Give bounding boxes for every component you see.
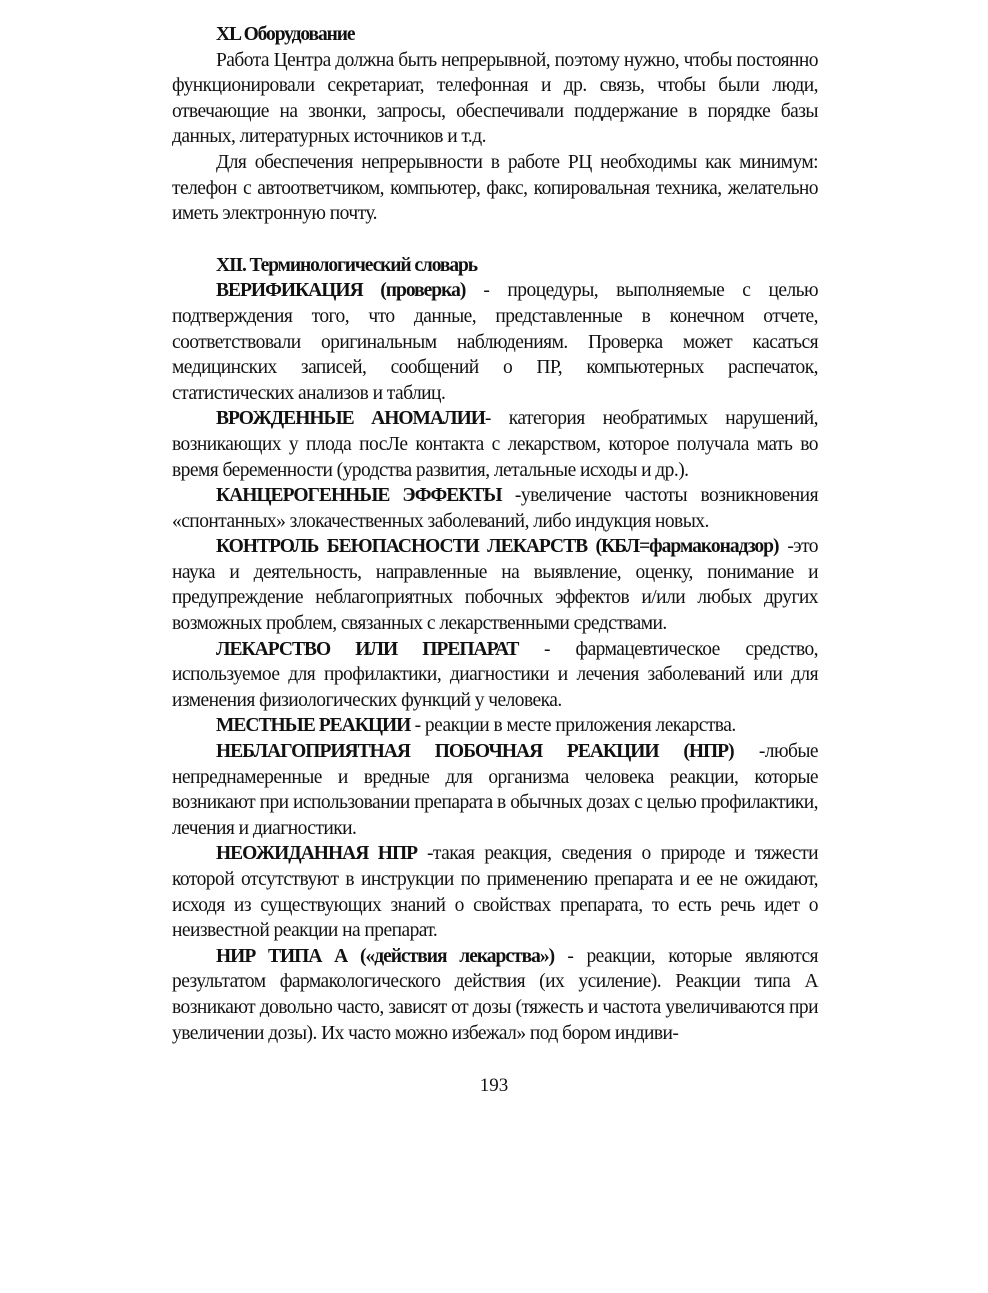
glossary-entry-unexpected-adr xyxy=(172,841,818,943)
glossary-term: НИР ТИПА А («действия лекарства») xyxy=(216,945,555,967)
glossary-term: НЕБЛАГОПРИЯТНАЯ ПОБОЧНАЯ РЕАКЦИИ (НПР) xyxy=(216,741,734,763)
glossary-definition: - категория необратимых нарушений, возникающих у плода посЛе контакта с лекарством, которое получала мать во время беременности (уродства развития, летальные исходы и др.). xyxy=(172,408,818,481)
glossary-definition: -увеличение частоты возникновения «спонтанных» злокачественных заболеваний, либо индукция новых. xyxy=(172,485,818,532)
glossary-entry-congenital-anomalies xyxy=(172,406,818,483)
glossary-term: КАНЦЕРОГЕННЫЕ ЭФФЕКТЫ xyxy=(216,485,502,507)
paragraph-equipment-2: Для обеспечения непрерывности в работе РЦ необходимы как минимум: телефон с автоответчиком, компьютер, факс, копировальная техника, желательно иметь электронную почту. xyxy=(172,151,818,225)
section-heading-equipment: XL Оборудование xyxy=(216,24,355,45)
glossary-definition: -такая реакция, сведения о природе и тяжести которой отсутствуют в инструкции по применению препарата и ее не ожидают, исходя из существующих знаний о свойствах препарата, то есть речь идет о неизвестной реакции на препарат. xyxy=(172,843,818,942)
glossary-term: КОНТРОЛЬ БЕЮПАСНОСТИ ЛЕКАРСТВ (КБЛ=фармаконадзор) xyxy=(216,536,779,558)
glossary-entry-drug-safety-control xyxy=(172,534,818,636)
document-page xyxy=(172,22,818,1046)
paragraph-equipment-1: Работа Центра должна быть непрерывной, поэтому нужно, чтобы постоянно функционировали секретариат, телефонная и др. связь, чтобы были люди, отвечающие на звонки, запросы, обеспечивали поддержание в порядке базы данных, литературных источников и т.д. xyxy=(172,49,818,148)
glossary-term: ЛЕКАРСТВО ИЛИ ПРЕПАРАТ xyxy=(216,638,519,660)
glossary-definition: - процедуры, выполняемые с целью подтверждения того, что данные, представленные в конечном отчете, соответствовали оригинальным наблюдениям. Проверка может касаться медицинских записей, сообщений о ПР, компьютерных распечаток, статистических анализов и таблиц. xyxy=(172,280,819,404)
glossary-entry-carcinogenic-effects xyxy=(172,483,818,534)
glossary-definition: -это наука и деятельность, направленные на выявление, оценку, понимание и предупреждение неблагоприятных побочных эффектов и/или любых других возможных проблем, связанных с лекарственными средствами. xyxy=(172,536,818,635)
glossary-term: ВРОЖДЕННЫЕ АНОМАЛИИ xyxy=(216,408,485,430)
page-number: 193 xyxy=(479,1075,509,1096)
glossary-definition: -любые непреднамеренные и вредные для организма человека реакции, которые возникают при использовании препарата в обычных дозах с целью профилактики, лечения и диагностики. xyxy=(172,741,818,839)
section-heading-glossary: XII. Терминологический словарь xyxy=(216,254,477,276)
glossary-term: ВЕРИФИКАЦИЯ (проверка) xyxy=(216,280,466,302)
glossary-term: НЕОЖИДАННАЯ НПР xyxy=(216,843,418,865)
glossary-definition: - реакции в месте приложения лекарства. xyxy=(410,715,736,737)
glossary-entry-drug xyxy=(172,637,818,714)
glossary-entry-adverse-reaction xyxy=(172,739,818,841)
glossary-definition: - реакции, которые являются результатом фармакологического действия (их усиление). Реакции типа А возникают довольно часто, зависят от дозы (тяжесть и частота увеличиваются при увеличении дозы). Их часто можно избежал» под бором индиви- xyxy=(172,945,818,1044)
glossary-term: МЕСТНЫЕ РЕАКЦИИ xyxy=(216,715,411,737)
glossary-entry-verification xyxy=(172,278,818,406)
glossary-definition: - фармацевтическое средство, используемое для профилактики, диагностики и лечения заболеваний или для изменения физиологических функций у человека. xyxy=(172,638,819,711)
section-spacer xyxy=(172,227,818,253)
glossary-entry-local-reactions xyxy=(172,713,818,739)
glossary-entry-type-a-reaction xyxy=(172,944,818,1046)
